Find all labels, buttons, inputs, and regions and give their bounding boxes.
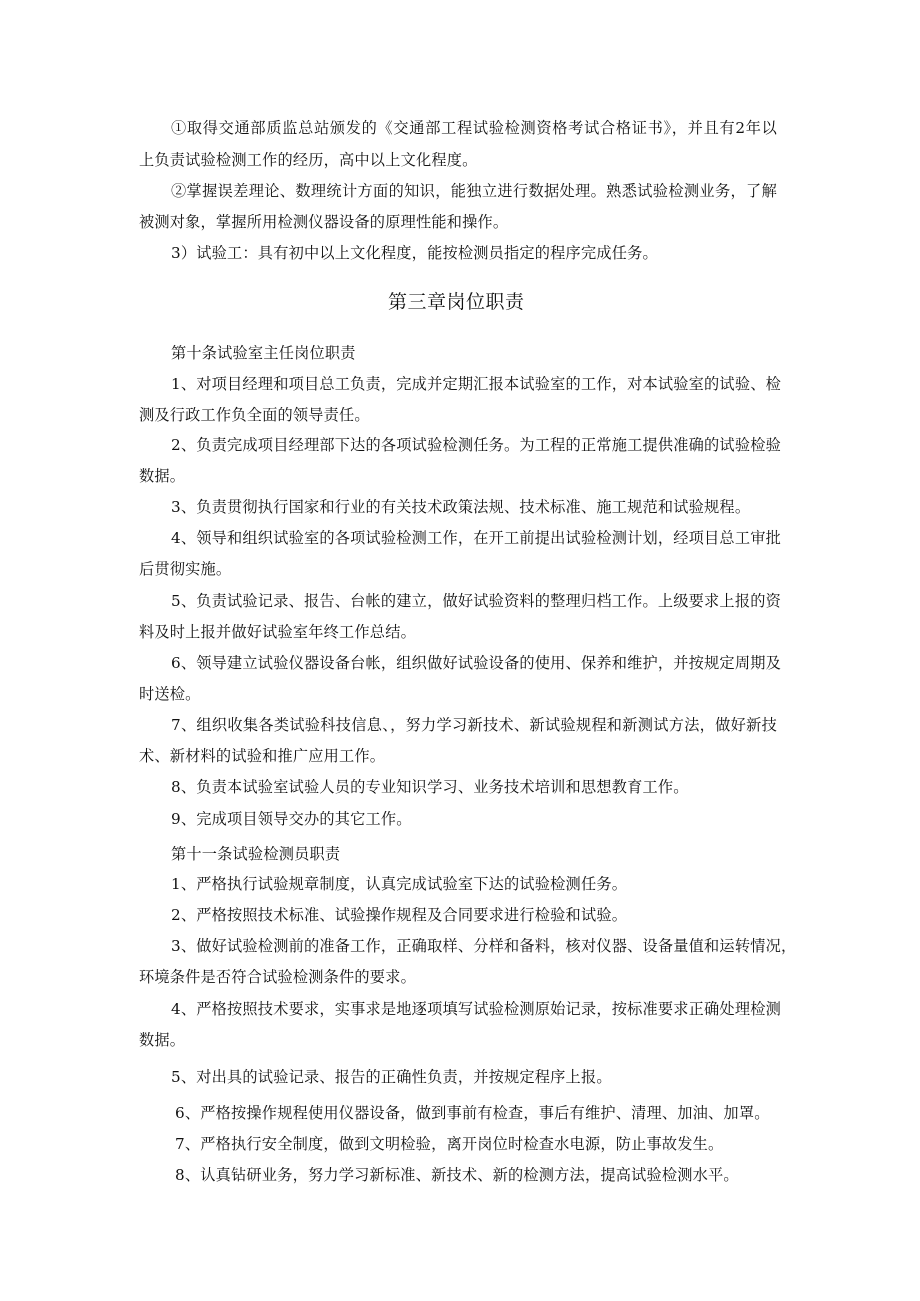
paragraph-qualification-1-line-2: 上负责试验检测工作的经历，高中以上文化程度。 — [139, 151, 478, 169]
article-11-item-7: 7、严格执行安全制度，做到文明检验，离开岗位时检查水电源，防止事故发生。 — [175, 1135, 724, 1153]
article-11-item-5: 5、对出具的试验记录、报告的正确性负责，并按规定程序上报。 — [171, 1068, 612, 1086]
article-10-item-4-line-2: 后贯彻实施。 — [139, 560, 232, 578]
chapter-title: 第三章岗位职责 — [388, 291, 525, 313]
article-10-item-9: 9、完成项目领导交办的其它工作。 — [171, 810, 412, 828]
article-11-item-4-line-2: 数据。 — [139, 1031, 186, 1049]
article-10-item-1-line-1: 1、对项目经理和项目总工负责，完成并定期汇报本试验室的工作，对本试验室的试验、检 — [171, 375, 781, 393]
article-10-item-2-line-2: 数据。 — [139, 467, 186, 485]
article-10-title: 第十条试验室主任岗位职责 — [171, 344, 356, 362]
article-11-item-3-line-2: 环境条件是否符合试验检测条件的要求。 — [139, 968, 416, 986]
article-11-item-6: 6、严格按操作规程使用仪器设备，做到事前有检查，事后有维护、清理、加油、加罩。 — [175, 1104, 770, 1122]
paragraph-qualification-2-line-1: ②掌握误差理论、数理统计方面的知识，能独立进行数据处理。熟悉试验检测业务，了解 — [171, 182, 777, 200]
article-11-item-8: 8、认真钻研业务，努力学习新标准、新技术、新的检测方法，提高试验检测水平。 — [175, 1166, 739, 1184]
article-10-item-7-line-1: 7、组织收集各类试验科技信息、，努力学习新技术、新试验规程和新测试方法，做好新技 — [171, 716, 777, 734]
article-11-item-2: 2、严格按照技术标准、试验操作规程及合同要求进行检验和试验。 — [171, 906, 628, 924]
article-10-item-5-line-1: 5、负责试验记录、报告、台帐的建立，做好试验资料的整理归档工作。上级要求上报的资 — [171, 592, 781, 610]
article-10-item-2-line-1: 2、负责完成项目经理部下达的各项试验检测任务。为工程的正常施工提供准确的试验检验 — [171, 436, 781, 454]
article-11-item-4-line-1: 4、严格按照技术要求，实事求是地逐项填写试验检测原始记录，按标准要求正确处理检测 — [171, 1000, 781, 1018]
paragraph-qualification-2-line-2: 被测对象，掌握所用检测仪器设备的原理性能和操作。 — [139, 213, 509, 231]
article-10-item-6-line-1: 6、领导建立试验仪器设备台帐，组织做好试验设备的使用、保养和维护，并按规定周期及 — [171, 654, 781, 672]
article-10-item-1-line-2: 测及行政工作负全面的领导责任。 — [139, 406, 370, 424]
article-10-item-3: 3、负责贯彻执行国家和行业的有关技术政策法规、技术标准、施工规范和试验规程。 — [171, 498, 751, 516]
article-11-item-3-line-1: 3、做好试验检测前的准备工作，正确取样、分样和备料，核对仪器、设备量值和运转情况， — [171, 937, 797, 955]
paragraph-tester-requirement: 3）试验工：具有初中以上文化程度，能按检测员指定的程序完成任务。 — [171, 244, 658, 262]
article-11-title: 第十一条试验检测员职责 — [171, 845, 341, 863]
article-11-item-1: 1、严格执行试验规章制度，认真完成试验室下达的试验检测任务。 — [171, 875, 628, 893]
article-10-item-4-line-1: 4、领导和组织试验室的各项试验检测工作，在开工前提出试验检测计划，经项目总工审批 — [171, 529, 781, 547]
paragraph-qualification-1-line-1: ①取得交通部质监总站颁发的《交通部工程试验检测资格考试合格证书》，并且有2年以 — [171, 119, 777, 137]
article-10-item-7-line-2: 术、新材料的试验和推广应用工作。 — [139, 747, 386, 765]
article-10-item-8: 8、负责本试验室试验人员的专业知识学习、业务技术培训和思想教育工作。 — [171, 778, 689, 796]
article-10-item-5-line-2: 料及时上报并做好试验室年终工作总结。 — [139, 623, 416, 641]
article-10-item-6-line-2: 时送检。 — [139, 685, 201, 703]
